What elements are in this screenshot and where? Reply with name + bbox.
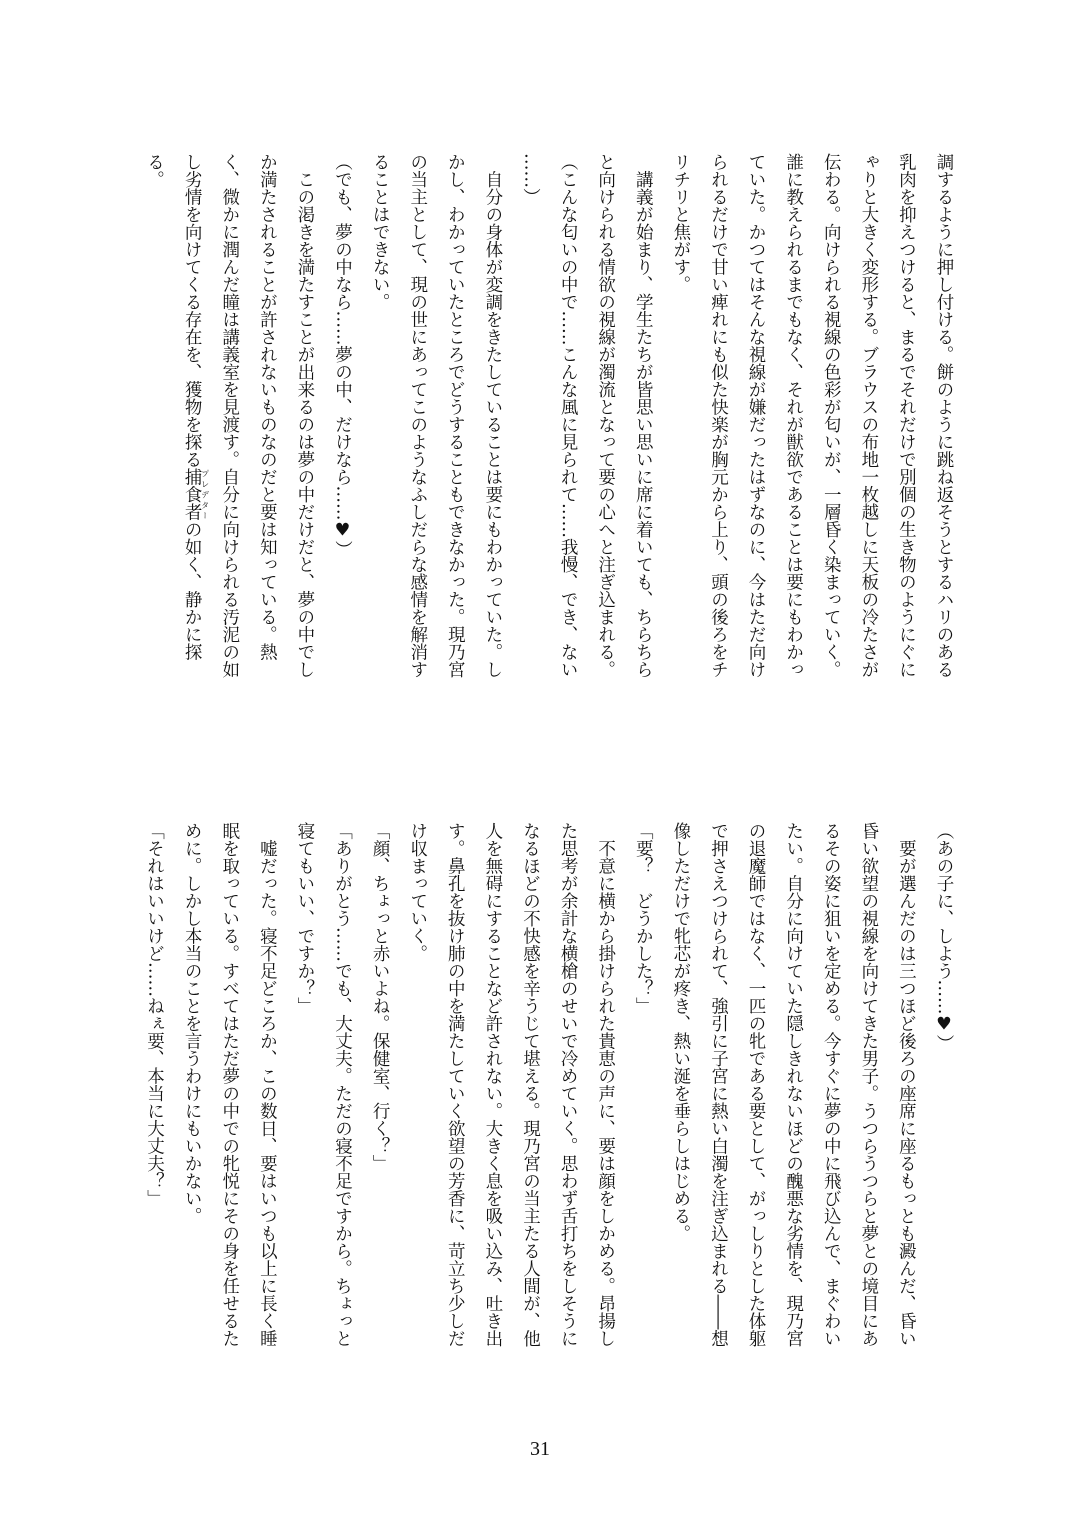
text-column: 乳肉を抑えつけると、まるでそれだけで別個の生き物のようにぐに [896, 153, 917, 678]
text-column: 昏い欲望の視線を向けてきた男子。うつらうつらと夢との境目にあ [858, 822, 879, 1347]
text-column: なるほどの不快感を辛うじて堪える。現乃宮の当主たる人間が、他 [520, 822, 541, 1347]
text-segment: の如く、静かに探 [182, 520, 203, 661]
ruby-base: 捕食者 [182, 468, 203, 521]
text-column: 「顔、ちょっと赤いよね。保健室、行く？」 [370, 822, 391, 1172]
text-column: か満たされることが許されないものなのだと要は知っている。熱 [257, 153, 278, 661]
text-column: るその姿に狙いを定める。今すぐに夢の中に飛び込んで、まぐわい [821, 822, 842, 1347]
page-number: 31 [530, 1438, 550, 1460]
text-column: 不意に横から掛けられた貴恵の声に、要は顔をしかめる。昂揚し [595, 822, 616, 1347]
ruby-annotation [182, 468, 210, 521]
text-column: 自分の身体が変調をきたしていることは要にもわかっていた。し [482, 153, 503, 678]
text-column: ていた。かつてはそんな視線が嫌だったはずなのに、今はただ向け [746, 153, 767, 678]
text-column: け収まっていく。 [407, 822, 428, 962]
text-column: の当主として、現の世にあってこのようなふしだらな感情を解消す [407, 153, 428, 678]
text-column: 「それはいいけど……ねぇ要、本当に大丈夫？」 [144, 822, 165, 1207]
text-column: 「要？ どうかした？」 [633, 822, 654, 1015]
text-column: 嘘だった。寝不足どころか、この数日、要はいつも以上に長く睡 [257, 822, 278, 1347]
text-column: で押さえつけられて、強引に子宮に熱い白濁を注ぎ込まれる――想 [708, 822, 729, 1347]
text-column: 調するように押し付ける。餅のように跳ね返そうとするハリのある [934, 153, 954, 678]
text-column: く、微かに潤んだ瞳は講義室を見渡す。自分に向けられる汚泥の如 [219, 153, 240, 678]
ruby-text: プレデター [200, 468, 210, 521]
text-column: めに。しかし本当のことを言うわけにもいかない。 [182, 822, 203, 1225]
upper-text-block [134, 153, 962, 718]
lower-text-block [134, 822, 962, 1387]
text-column: 誰に教えられるまでもなく、それが獣欲であることは要にもわかっ [783, 153, 804, 678]
text-column: 講義が始まり、学生たちが皆思い思いに席に着いても、ちらちら [633, 153, 654, 678]
text-column: た思考が余計な横槍のせいで冷めていく。思わず舌打ちをしそうに [558, 822, 579, 1347]
text-column: 人を無碍にすることなど許されない。大きく息を吸い込み、吐き出 [482, 822, 503, 1347]
text-column: かし、わかっていたところでどうすることもできなかった。現乃宮 [445, 153, 466, 678]
text-column: す。鼻孔を抜け肺の中を満たしていく欲望の芳香に、苛立ち少しだ [445, 822, 466, 1347]
text-column: られるだけで甘い痺れにも似た快楽が胸元から上り、頭の後ろをチ [708, 153, 729, 678]
text-column: 寝てもいい、ですか？」 [294, 822, 315, 1015]
text-column: （でも、夢の中なら……夢の中、だけなら……♥） [332, 153, 353, 558]
text-column: の退魔師ではなく、一匹の牝である要として、がっしりとした体躯 [746, 822, 767, 1347]
text-column: 像しただけで牝芯が疼き、熱い涎を垂らしはじめる。 [670, 822, 691, 1242]
text-column: と向けられる情欲の視線が濁流となって要の心へと注ぎ込まれる。 [595, 153, 616, 678]
text-segment: し劣情を向けてくる存在を、獲物を探る [182, 153, 203, 468]
text-column: （こんな匂いの中で……こんな風に見られて……我慢、でき、ない [558, 153, 579, 678]
text-column: 伝わる。向けられる視線の色彩が匂いが、一層昏く染まっていく。 [821, 153, 842, 678]
text-column: 要が選んだのは三つほど後ろの座席に座るもっとも澱んだ、昏い [896, 822, 917, 1347]
text-column: たい。自分に向けていた隠しきれないほどの醜悪な劣情を、現乃宮 [783, 822, 804, 1347]
text-column: この渇きを満たすことが出来るのは夢の中だけだと、夢の中でし [294, 153, 315, 678]
text-column-with-ruby [173, 153, 211, 718]
text-column: ……） [520, 153, 541, 206]
text-column: る。 [144, 153, 165, 188]
text-column: ることはできない。 [370, 153, 391, 311]
text-column: ゃりと大きく変形する。ブラウスの布地一枚越しに天板の冷たさが [858, 153, 879, 678]
text-column: （あの子に、しよう……♥） [934, 822, 954, 1052]
text-column: 「ありがとう……でも、大丈夫。ただの寝不足ですから。ちょっと [332, 822, 353, 1347]
text-column: 眠を取っている。すべてはただ夢の中での牝悦にその身を任せるた [219, 822, 240, 1347]
text-column: リチリと焦がす。 [670, 153, 691, 293]
